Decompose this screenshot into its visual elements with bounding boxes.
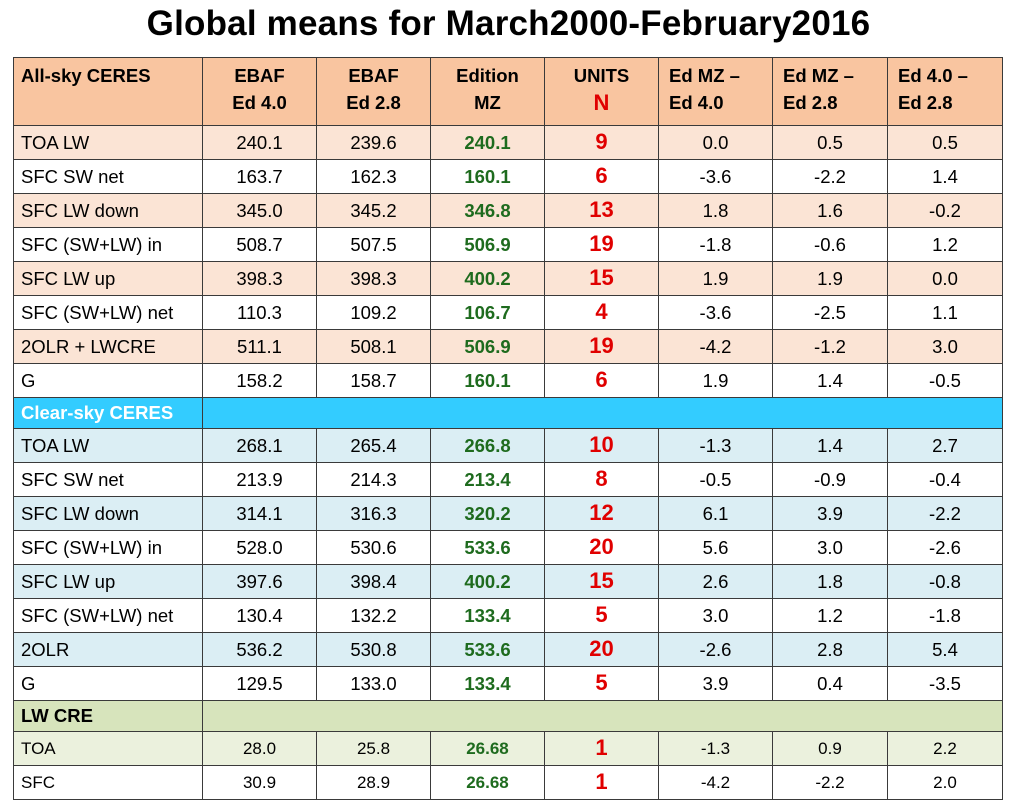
ebaf-ed40-cell: 397.6 — [203, 565, 317, 599]
edition-mz-value: 266.8 — [464, 434, 511, 456]
mz-minus-ed40-cell: -1.8 — [659, 228, 773, 262]
units-cell — [545, 330, 659, 364]
ed40-minus-ed28-cell: 1.2 — [888, 228, 1003, 262]
row-label: G — [14, 364, 203, 398]
ed40-minus-ed28-cell: -0.4 — [888, 463, 1003, 497]
units-value: 13 — [589, 197, 614, 222]
edition-mz-cell — [431, 262, 545, 296]
units-cell — [545, 497, 659, 531]
ebaf-ed40-cell: 129.5 — [203, 667, 317, 701]
row-label: 2OLR + LWCRE — [14, 330, 203, 364]
ed40-minus-ed28-cell: -1.8 — [888, 599, 1003, 633]
ebaf-ed40-cell: 28.0 — [203, 732, 317, 766]
table-row — [14, 296, 1003, 330]
ed40-minus-ed28-cell: 0.0 — [888, 262, 1003, 296]
table-row — [14, 262, 1003, 296]
edition-mz-value: 346.8 — [464, 199, 511, 221]
mz-minus-ed40-cell: -3.6 — [659, 160, 773, 194]
mz-minus-ed28-cell: 3.9 — [773, 497, 888, 531]
mz-minus-ed40-cell: -3.6 — [659, 296, 773, 330]
table-row — [14, 463, 1003, 497]
ebaf-ed28-cell: 214.3 — [317, 463, 431, 497]
units-cell — [545, 262, 659, 296]
edition-mz-value: 506.9 — [464, 233, 511, 255]
section-lw-cre — [14, 701, 1003, 732]
edition-mz-value: 506.9 — [464, 335, 511, 357]
edition-mz-cell — [431, 429, 545, 463]
mz-minus-ed40-cell: 0.0 — [659, 126, 773, 160]
ebaf-ed40-cell: 398.3 — [203, 262, 317, 296]
mz-minus-ed40-cell: 1.8 — [659, 194, 773, 228]
table-row — [14, 330, 1003, 364]
units-value: 20 — [589, 534, 614, 559]
table-row — [14, 160, 1003, 194]
table-row — [14, 429, 1003, 463]
mz-minus-ed28-cell: 0.9 — [773, 732, 888, 766]
units-value: 10 — [589, 432, 614, 457]
ed40-minus-ed28-cell: 2.2 — [888, 732, 1003, 766]
section-lw-cre-fill — [203, 701, 1003, 732]
page-title: Global means for March2000-February2016 — [146, 4, 871, 43]
mz-minus-ed28-cell: -2.2 — [773, 160, 888, 194]
mz-minus-ed40-cell: -1.3 — [659, 429, 773, 463]
ebaf-ed40-cell: 511.1 — [203, 330, 317, 364]
edition-mz-cell — [431, 599, 545, 633]
mz-minus-ed28-cell: 1.4 — [773, 364, 888, 398]
ebaf-ed40-cell: 240.1 — [203, 126, 317, 160]
mz-minus-ed40-cell: -1.3 — [659, 732, 773, 766]
units-value: 9 — [595, 129, 608, 154]
ed40-minus-ed28-cell: 2.7 — [888, 429, 1003, 463]
header-ebaf-ed40: EBAF Ed 4.0 — [203, 58, 317, 126]
edition-mz-cell — [431, 565, 545, 599]
edition-mz-value: 400.2 — [464, 267, 511, 289]
ebaf-ed28-cell: 530.8 — [317, 633, 431, 667]
row-label: TOA LW — [14, 429, 203, 463]
units-value: 15 — [589, 568, 614, 593]
edition-mz-value: 26.68 — [466, 772, 509, 792]
edition-mz-cell — [431, 364, 545, 398]
mz-minus-ed28-cell: 3.0 — [773, 531, 888, 565]
header-edition-mz: Edition MZ — [431, 58, 545, 126]
edition-mz-cell — [431, 667, 545, 701]
edition-mz-value: 133.4 — [464, 604, 511, 626]
row-label: G — [14, 667, 203, 701]
edition-mz-value: 400.2 — [464, 570, 511, 592]
ed40-minus-ed28-cell: 5.4 — [888, 633, 1003, 667]
mz-minus-ed40-cell: 2.6 — [659, 565, 773, 599]
mz-minus-ed40-cell: -0.5 — [659, 463, 773, 497]
row-label: SFC (SW+LW) net — [14, 599, 203, 633]
units-cell — [545, 531, 659, 565]
mz-minus-ed40-cell: 5.6 — [659, 531, 773, 565]
units-n-label: N — [593, 90, 610, 115]
units-cell — [545, 126, 659, 160]
units-cell — [545, 565, 659, 599]
mz-minus-ed40-cell: 1.9 — [659, 364, 773, 398]
header-units: UNITS N — [545, 58, 659, 126]
row-label: TOA LW — [14, 126, 203, 160]
mz-minus-ed40-cell: 3.0 — [659, 599, 773, 633]
edition-mz-cell — [431, 766, 545, 800]
ebaf-ed28-cell: 316.3 — [317, 497, 431, 531]
table-row — [14, 633, 1003, 667]
edition-mz-cell — [431, 228, 545, 262]
table-row — [14, 228, 1003, 262]
units-cell — [545, 296, 659, 330]
units-value: 4 — [595, 299, 608, 324]
ed40-minus-ed28-cell: 3.0 — [888, 330, 1003, 364]
mz-minus-ed40-cell: -4.2 — [659, 766, 773, 800]
units-value: 8 — [595, 466, 608, 491]
edition-mz-cell — [431, 463, 545, 497]
header-mz-minus-ed40: Ed MZ – Ed 4.0 — [659, 58, 773, 126]
ebaf-ed40-cell: 528.0 — [203, 531, 317, 565]
units-cell — [545, 633, 659, 667]
row-label: SFC (SW+LW) in — [14, 228, 203, 262]
header-ed40-minus-ed28: Ed 4.0 – Ed 2.8 — [888, 58, 1003, 126]
table-row — [14, 565, 1003, 599]
ebaf-ed28-cell: 398.4 — [317, 565, 431, 599]
edition-mz-value: 533.6 — [464, 536, 511, 558]
row-label: SFC LW down — [14, 497, 203, 531]
edition-mz-cell — [431, 126, 545, 160]
row-label: SFC LW down — [14, 194, 203, 228]
ebaf-ed28-cell: 398.3 — [317, 262, 431, 296]
ebaf-ed40-cell: 345.0 — [203, 194, 317, 228]
ebaf-ed28-cell: 162.3 — [317, 160, 431, 194]
mz-minus-ed40-cell: 1.9 — [659, 262, 773, 296]
table-row — [14, 194, 1003, 228]
header-ebaf-ed28: EBAF Ed 2.8 — [317, 58, 431, 126]
units-cell — [545, 364, 659, 398]
ebaf-ed40-cell: 158.2 — [203, 364, 317, 398]
row-label: SFC LW up — [14, 262, 203, 296]
units-value: 1 — [595, 734, 608, 760]
section-lw-cre-label: LW CRE — [14, 701, 203, 732]
ebaf-ed40-cell: 110.3 — [203, 296, 317, 330]
section-clear-sky-label: Clear-sky CERES — [14, 398, 203, 429]
units-cell — [545, 599, 659, 633]
row-label: TOA — [14, 732, 203, 766]
mz-minus-ed28-cell: -2.5 — [773, 296, 888, 330]
edition-mz-value: 26.68 — [466, 738, 509, 758]
ebaf-ed28-cell: 28.9 — [317, 766, 431, 800]
mz-minus-ed28-cell: -2.2 — [773, 766, 888, 800]
header-mz-minus-ed28: Ed MZ – Ed 2.8 — [773, 58, 888, 126]
units-value: 20 — [589, 636, 614, 661]
edition-mz-cell — [431, 732, 545, 766]
mz-minus-ed40-cell: 3.9 — [659, 667, 773, 701]
edition-mz-value: 240.1 — [464, 131, 511, 153]
row-label: SFC SW net — [14, 160, 203, 194]
edition-mz-value: 533.6 — [464, 638, 511, 660]
ed40-minus-ed28-cell: 0.5 — [888, 126, 1003, 160]
units-cell — [545, 732, 659, 766]
ed40-minus-ed28-cell: -0.8 — [888, 565, 1003, 599]
units-cell — [545, 463, 659, 497]
edition-mz-cell — [431, 497, 545, 531]
ebaf-ed28-cell: 239.6 — [317, 126, 431, 160]
units-value: 12 — [589, 500, 614, 525]
edition-mz-cell — [431, 633, 545, 667]
mz-minus-ed40-cell: -2.6 — [659, 633, 773, 667]
ebaf-ed28-cell: 507.5 — [317, 228, 431, 262]
ebaf-ed40-cell: 314.1 — [203, 497, 317, 531]
table-row — [14, 364, 1003, 398]
mz-minus-ed40-cell: -4.2 — [659, 330, 773, 364]
table-row — [14, 126, 1003, 160]
ebaf-ed28-cell: 345.2 — [317, 194, 431, 228]
ed40-minus-ed28-cell: 2.0 — [888, 766, 1003, 800]
units-value: 6 — [595, 367, 608, 392]
edition-mz-value: 106.7 — [464, 301, 511, 323]
mz-minus-ed28-cell: -1.2 — [773, 330, 888, 364]
mz-minus-ed28-cell: 1.9 — [773, 262, 888, 296]
table-row — [14, 732, 1003, 766]
units-cell — [545, 194, 659, 228]
ed40-minus-ed28-cell: 1.4 — [888, 160, 1003, 194]
units-value: 5 — [595, 602, 608, 627]
edition-mz-value: 320.2 — [464, 502, 511, 524]
ed40-minus-ed28-cell: -2.6 — [888, 531, 1003, 565]
mz-minus-ed40-cell: 6.1 — [659, 497, 773, 531]
units-cell — [545, 667, 659, 701]
ebaf-ed28-cell: 109.2 — [317, 296, 431, 330]
ebaf-ed40-cell: 213.9 — [203, 463, 317, 497]
ebaf-ed40-cell: 536.2 — [203, 633, 317, 667]
global-means-table — [13, 57, 1003, 800]
row-label: SFC (SW+LW) net — [14, 296, 203, 330]
units-cell — [545, 429, 659, 463]
units-value: 19 — [589, 333, 614, 358]
units-cell — [545, 160, 659, 194]
units-value: 6 — [595, 163, 608, 188]
ebaf-ed40-cell: 30.9 — [203, 766, 317, 800]
units-value: 15 — [589, 265, 614, 290]
edition-mz-cell — [431, 194, 545, 228]
ed40-minus-ed28-cell: -0.2 — [888, 194, 1003, 228]
ebaf-ed28-cell: 530.6 — [317, 531, 431, 565]
edition-mz-value: 213.4 — [464, 468, 511, 490]
ed40-minus-ed28-cell: -2.2 — [888, 497, 1003, 531]
mz-minus-ed28-cell: 2.8 — [773, 633, 888, 667]
header-all-sky-ceres: All-sky CERES — [14, 58, 203, 126]
units-cell — [545, 228, 659, 262]
ebaf-ed28-cell: 508.1 — [317, 330, 431, 364]
section-clear-sky-fill — [203, 398, 1003, 429]
edition-mz-cell — [431, 330, 545, 364]
mz-minus-ed28-cell: 1.8 — [773, 565, 888, 599]
edition-mz-cell — [431, 296, 545, 330]
ed40-minus-ed28-cell: -0.5 — [888, 364, 1003, 398]
edition-mz-value: 160.1 — [464, 369, 511, 391]
row-label: SFC SW net — [14, 463, 203, 497]
table-row — [14, 599, 1003, 633]
edition-mz-cell — [431, 531, 545, 565]
ebaf-ed40-cell: 508.7 — [203, 228, 317, 262]
units-value: 19 — [589, 231, 614, 256]
ebaf-ed40-cell: 163.7 — [203, 160, 317, 194]
ebaf-ed28-cell: 25.8 — [317, 732, 431, 766]
ed40-minus-ed28-cell: 1.1 — [888, 296, 1003, 330]
units-cell — [545, 766, 659, 800]
mz-minus-ed28-cell: 1.6 — [773, 194, 888, 228]
ebaf-ed28-cell: 132.2 — [317, 599, 431, 633]
header-row — [14, 58, 1003, 126]
ebaf-ed40-cell: 130.4 — [203, 599, 317, 633]
row-label: SFC — [14, 766, 203, 800]
units-value: 1 — [595, 768, 608, 794]
mz-minus-ed28-cell: -0.6 — [773, 228, 888, 262]
ebaf-ed28-cell: 158.7 — [317, 364, 431, 398]
ed40-minus-ed28-cell: -3.5 — [888, 667, 1003, 701]
units-value: 5 — [595, 670, 608, 695]
edition-mz-cell — [431, 160, 545, 194]
table-row — [14, 497, 1003, 531]
row-label: SFC (SW+LW) in — [14, 531, 203, 565]
ebaf-ed40-cell: 268.1 — [203, 429, 317, 463]
ebaf-ed28-cell: 133.0 — [317, 667, 431, 701]
row-label: SFC LW up — [14, 565, 203, 599]
section-clear-sky — [14, 398, 1003, 429]
mz-minus-ed28-cell: 1.4 — [773, 429, 888, 463]
table-row — [14, 766, 1003, 800]
edition-mz-value: 160.1 — [464, 165, 511, 187]
mz-minus-ed28-cell: 0.4 — [773, 667, 888, 701]
ebaf-ed28-cell: 265.4 — [317, 429, 431, 463]
mz-minus-ed28-cell: 0.5 — [773, 126, 888, 160]
row-label: 2OLR — [14, 633, 203, 667]
table-row — [14, 667, 1003, 701]
mz-minus-ed28-cell: 1.2 — [773, 599, 888, 633]
mz-minus-ed28-cell: -0.9 — [773, 463, 888, 497]
edition-mz-value: 133.4 — [464, 672, 511, 694]
table-row — [14, 531, 1003, 565]
